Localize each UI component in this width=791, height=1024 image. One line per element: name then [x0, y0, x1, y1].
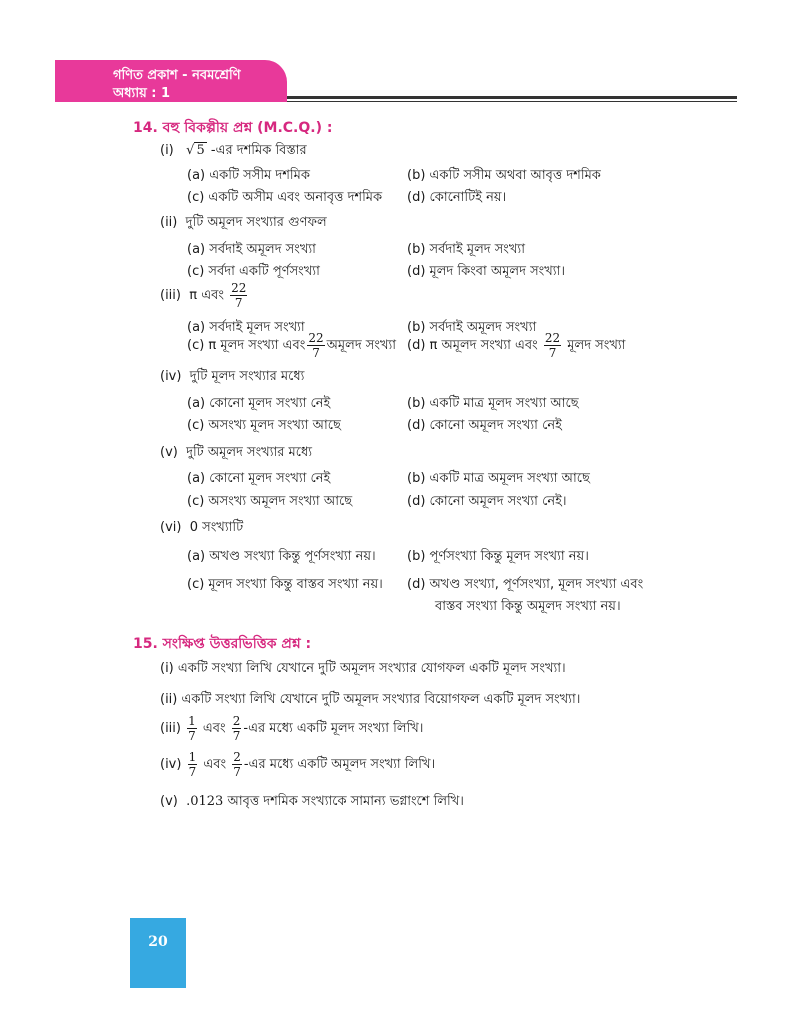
- q14-vi-option-d-line1: (d) অখণ্ড সংখ্যা, পূর্ণসংখ্যা, মূলদ সংখ্যা এবং: [407, 577, 644, 592]
- q14-iv-option-b: (b) একটি মাত্র মূলদ সংখ্যা আছে: [407, 396, 579, 411]
- q14-v-stem: (v) দুটি অমূলদ সংখ্যার মধ্যে: [160, 445, 313, 460]
- page-number-box: [130, 918, 186, 988]
- q14-ii-option-b: (b) সর্বদাই মূলদ সংখ্যা: [407, 242, 525, 257]
- q14-iii-option-c: (c) π মূলদ সংখ্যা এবং $\frac{22}{7}$ অমূলদ সংখ্যা: [187, 331, 397, 360]
- q14-iv-option-c: (c) অসংখ্য মূলদ সংখ্যা আছে: [187, 418, 341, 433]
- q14-i-option-d: (d) কোনোটিই নয়।: [407, 190, 507, 205]
- q14-v-option-d: (d) কোনো অমূলদ সংখ্যা নেই।: [407, 494, 567, 509]
- q15-iv: (iv) $\frac{1}{7}$ এবং $\frac{2}{7}$ -এর মধ্যে একটি অমূলদ সংখ্যা লিখি।: [160, 750, 436, 779]
- header-rule-thick: [287, 96, 737, 99]
- page-number: 20: [148, 934, 168, 950]
- q14-vi-option-a: (a) অখণ্ড সংখ্যা কিন্তু পূর্ণসংখ্যা নয়।: [187, 549, 376, 564]
- q14-v-option-c: (c) অসংখ্য অমূলদ সংখ্যা আছে: [187, 494, 353, 509]
- q14-ii-option-c: (c) সর্বদা একটি পূর্ণসংখ্যা: [187, 264, 320, 279]
- q14-vi-option-d-line2: বাস্তব সংখ্যা কিন্তু অমূলদ সংখ্যা নয়।: [435, 599, 621, 614]
- chapter-header-tab: [55, 60, 287, 102]
- section-14-title: 14. বহু বিকল্পীয় প্রশ্ন (M.C.Q.) :: [133, 120, 333, 136]
- q14-iv-option-a: (a) কোনো মূলদ সংখ্যা নেই: [187, 396, 331, 411]
- q14-i-stem: (i) √ 5 -এর দশমিক বিস্তার: [160, 143, 307, 158]
- q15-v: (v) .0123 আবৃত্ত দশমিক সংখ্যাকে সামান্য ভগ্নাংশে লিখি।: [160, 794, 464, 809]
- q14-v-option-b: (b) একটি মাত্র অমূলদ সংখ্যা আছে: [407, 471, 590, 486]
- q15-i: (i) একটি সংখ্যা লিখি যেখানে দুটি অমূলদ সংখ্যার যোগফল একটি মূলদ সংখ্যা।: [160, 661, 566, 676]
- q14-iv-stem: (iv) দুটি মূলদ সংখ্যার মধ্যে: [160, 369, 305, 384]
- q14-vi-option-c: (c) মূলদ সংখ্যা কিন্তু বাস্তব সংখ্যা নয়।: [187, 577, 383, 592]
- q14-vi-option-b: (b) পূর্ণসংখ্যা কিন্তু মূলদ সংখ্যা নয়।: [407, 549, 589, 564]
- header-rule-thin: [287, 101, 737, 102]
- q14-ii-option-a: (a) সর্বদাই অমূলদ সংখ্যা: [187, 242, 316, 257]
- q14-ii-stem: (ii) দুটি অমূলদ সংখ্যার গুণফল: [160, 215, 327, 230]
- q14-i-option-a: (a) একটি সসীম দশমিক: [187, 168, 310, 183]
- q14-i-option-c: (c) একটি অসীম এবং অনাবৃত্ত দশমিক: [187, 190, 383, 205]
- q14-iii-option-a: (a) সর্বদাই মূলদ সংখ্যা: [187, 320, 305, 335]
- q14-iii-option-d: (d) π অমূলদ সংখ্যা এবং $\frac{22}{7}$ মূলদ সংখ্যা: [407, 331, 626, 360]
- section-15-title: 15. সংক্ষিপ্ত উত্তরভিত্তিক প্রশ্ন :: [133, 636, 312, 652]
- q14-iii-option-b: (b) সর্বদাই অমূলদ সংখ্যা: [407, 320, 537, 335]
- q14-ii-option-d: (d) মূলদ কিংবা অমূলদ সংখ্যা।: [407, 264, 565, 279]
- q14-vi-stem: (vi) 0 সংখ্যাটি: [160, 520, 244, 535]
- q-label: (i): [160, 143, 174, 158]
- book-title: গণিত প্রকাশ - নবমশ্রেণি: [113, 68, 241, 83]
- q15-ii: (ii) একটি সংখ্যা লিখি যেখানে দুটি অমূলদ সংখ্যার বিয়োগফল একটি মূলদ সংখ্যা।: [160, 692, 581, 707]
- q14-i-option-b: (b) একটি সসীম অথবা আবৃত্ত দশমিক: [407, 168, 601, 183]
- sqrt-expression: √ 5: [186, 143, 205, 158]
- recurring-decimal: .0123: [186, 794, 224, 809]
- chapter-label: অধ্যায় : 1: [113, 86, 171, 101]
- q15-iii: (iii) $\frac{1}{7}$ এবং $\frac{2}{7}$ -এর মধ্যে একটি মূলদ সংখ্যা লিখি।: [160, 714, 424, 743]
- q14-iv-option-d: (d) কোনো অমূলদ সংখ্যা নেই: [407, 418, 562, 433]
- q14-v-option-a: (a) কোনো মূলদ সংখ্যা নেই: [187, 471, 331, 486]
- q14-iii-stem: (iii) π এবং $\frac{22}{7}$: [160, 281, 247, 310]
- fraction-22-7: $\frac{22}{7}$: [231, 281, 247, 310]
